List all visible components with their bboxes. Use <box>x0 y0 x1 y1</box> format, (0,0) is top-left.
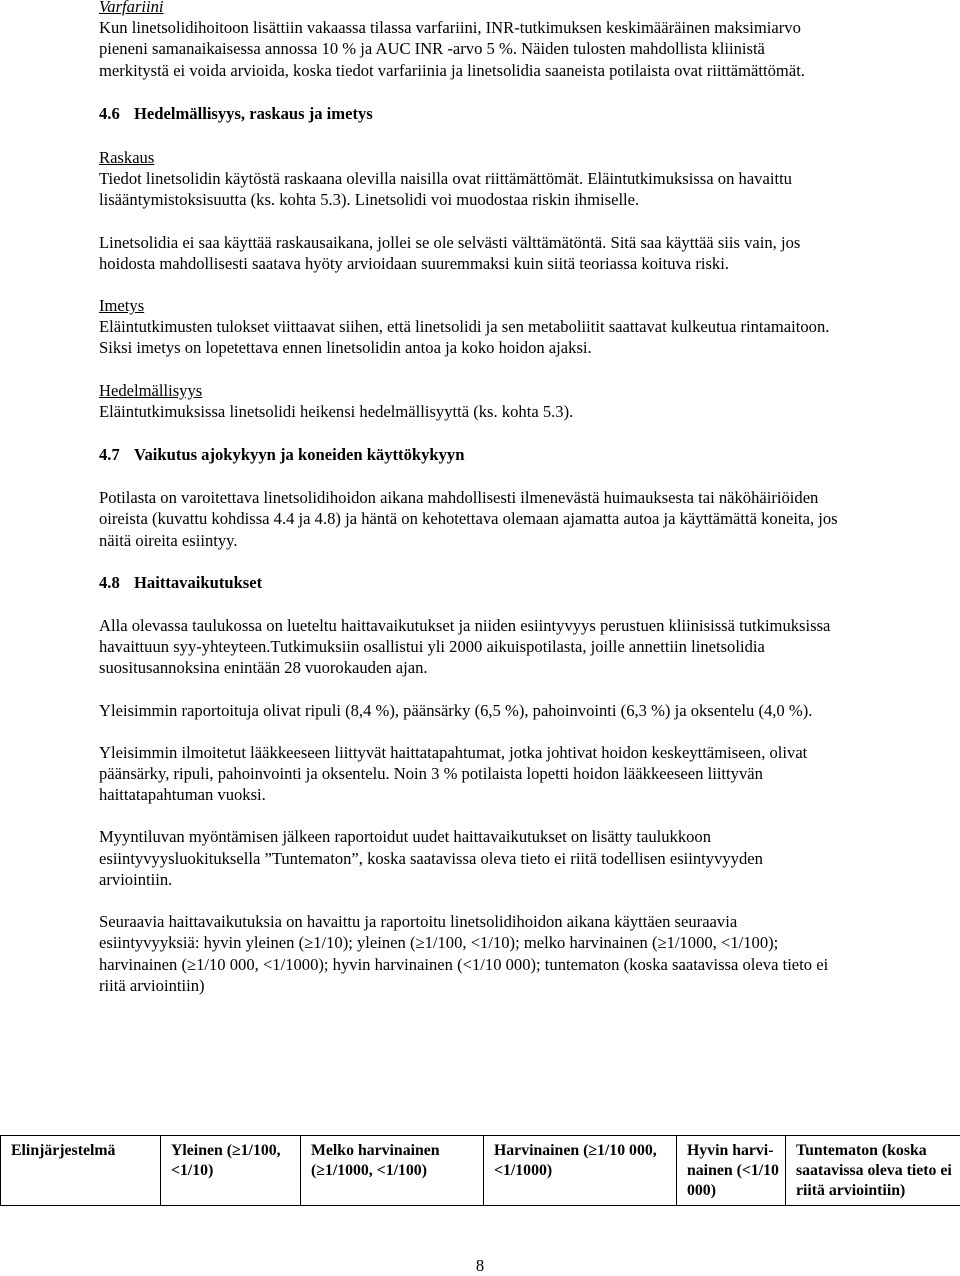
section-4-8-paragraph-5: Seuraavia haittavaikutuksia on havaittu ja raportoitu linetsolidihoidon aikana käyttäen seuraavia esiintyvyyksiä: hyvin yleinen (≥1/10); yleinen (≥1/100, <1/10); melko harvinainen (≥1/1000, <1/100); harvinainen (≥1/10 000, <1/1000); hyvin harvinainen (<1/10 000); tuntematon (koska saatavissa oleva tieto ei riitä arviointiin) <box>99 911 839 996</box>
table-header-cell: Hyvin harvi-nainen (<1/10 000) <box>677 1136 786 1206</box>
raskaus-heading: Raskaus <box>99 147 839 168</box>
section-4-6-heading: 4.6 Hedelmällisyys, raskaus ja imetys <box>99 103 839 124</box>
imetys-paragraph: Eläintutkimusten tulokset viittaavat siihen, että linetsolidi ja sen metaboliitit saattavat kulkeutua rintamaitoon. Siksi imetys on lopetettava ennen linetsolidin antoa ja koko hoidon ajaksi. <box>99 316 839 358</box>
section-4-7-paragraph: Potilasta on varoitettava linetsolidihoidon aikana mahdollisesti ilmenevästä huimauksesta tai näköhäiriöiden oireista (kuvattu kohdissa 4.4 ja 4.8) ja häntä on kehotettava olemaan ajamatta autoa ja käyttämättä koneita, jos näitä oireita esiintyy. <box>99 487 839 551</box>
adverse-effects-table <box>0 1135 960 1206</box>
page-number: 8 <box>0 1255 960 1276</box>
raskaus-paragraph-2: Linetsolidia ei saa käyttää raskausaikana, jollei se ole selvästi välttämätöntä. Sitä saa käyttää siis vain, jos hoidosta mahdollisesti saatava hyöty arvioidaan suuremmaksi kuin siitä teoriassa koituva riski. <box>99 232 839 274</box>
section-4-8-paragraph-2: Yleisimmin raportoituja olivat ripuli (8,4 %), päänsärky (6,5 %), pahoinvointi (6,3 %) ja oksentelu (4,0 %). <box>99 700 839 721</box>
hedelmallisyys-heading: Hedelmällisyys <box>99 380 839 401</box>
table-header-cell: Yleinen (≥1/100, <1/10) <box>161 1136 301 1206</box>
section-4-7-heading: 4.7 Vaikutus ajokykyyn ja koneiden käyttökykyyn <box>99 444 839 465</box>
section-4-8-heading: 4.8 Haittavaikutukset <box>99 572 839 593</box>
table-header-cell: Elinjärjestelmä <box>1 1136 161 1206</box>
table-header-cell: Harvinainen (≥1/10 000, <1/1000) <box>484 1136 677 1206</box>
raskaus-paragraph-1: Tiedot linetsolidin käytöstä raskaana olevilla naisilla ovat riittämättömät. Eläintutkimuksissa on havaittu lisääntymistoksisuutta (ks. kohta 5.3). Linetsolidi voi muodostaa riskin ihmiselle. <box>99 168 839 210</box>
section-4-8-paragraph-1: Alla olevassa taulukossa on lueteltu haittavaikutukset ja niiden esiintyvyys perustuen kliinisissä tutkimuksissa havaittuun syy-yhteyteen.Tutkimuksiin osallistui yli 2000 aikuispotilasta, joille annettiin linetsolidia suositusannoksina enintään 28 vuorokauden ajan. <box>99 615 839 679</box>
varfariini-paragraph: Kun linetsolidihoitoon lisättiin vakaassa tilassa varfariini, INR-tutkimuksen keskimääräinen maksimiarvo pieneni samanaikaisessa annossa 10 % ja AUC INR -arvo 5 %. Näiden tulosten mahdollista kliinistä merkitystä ei voida arvioida, koska tiedot varfariinia ja linetsolidia saaneista potilaista ovat riittämättömät. <box>99 17 839 81</box>
table-header-cell: Melko harvinainen (≥1/1000, <1/100) <box>301 1136 484 1206</box>
text-column <box>99 0 839 996</box>
section-4-8-paragraph-4: Myyntiluvan myöntämisen jälkeen raportoidut uudet haittavaikutukset on lisätty taulukkoon esiintyvyysluokituksella ”Tuntematon”, koska saatavissa oleva tieto ei riitä todellisen esiintyvyyden arviointiin. <box>99 826 839 890</box>
varfariini-heading: Varfariini <box>99 0 839 17</box>
imetys-heading: Imetys <box>99 295 839 316</box>
hedelmallisyys-paragraph: Eläintutkimuksissa linetsolidi heikensi hedelmällisyyttä (ks. kohta 5.3). <box>99 401 839 422</box>
section-4-8-paragraph-3: Yleisimmin ilmoitetut lääkkeeseen liittyvät haittatapahtumat, jotka johtivat hoidon keskeyttämiseen, olivat päänsärky, ripuli, pahoinvointi ja oksentelu. Noin 3 % potilaista lopetti hoidon lääkkeeseen liittyvän haittatapahtuman vuoksi. <box>99 742 839 806</box>
table-header-row <box>1 1136 960 1206</box>
table-header-cell: Tuntematon (koska saatavissa oleva tieto ei riitä arviointiin) <box>786 1136 960 1206</box>
